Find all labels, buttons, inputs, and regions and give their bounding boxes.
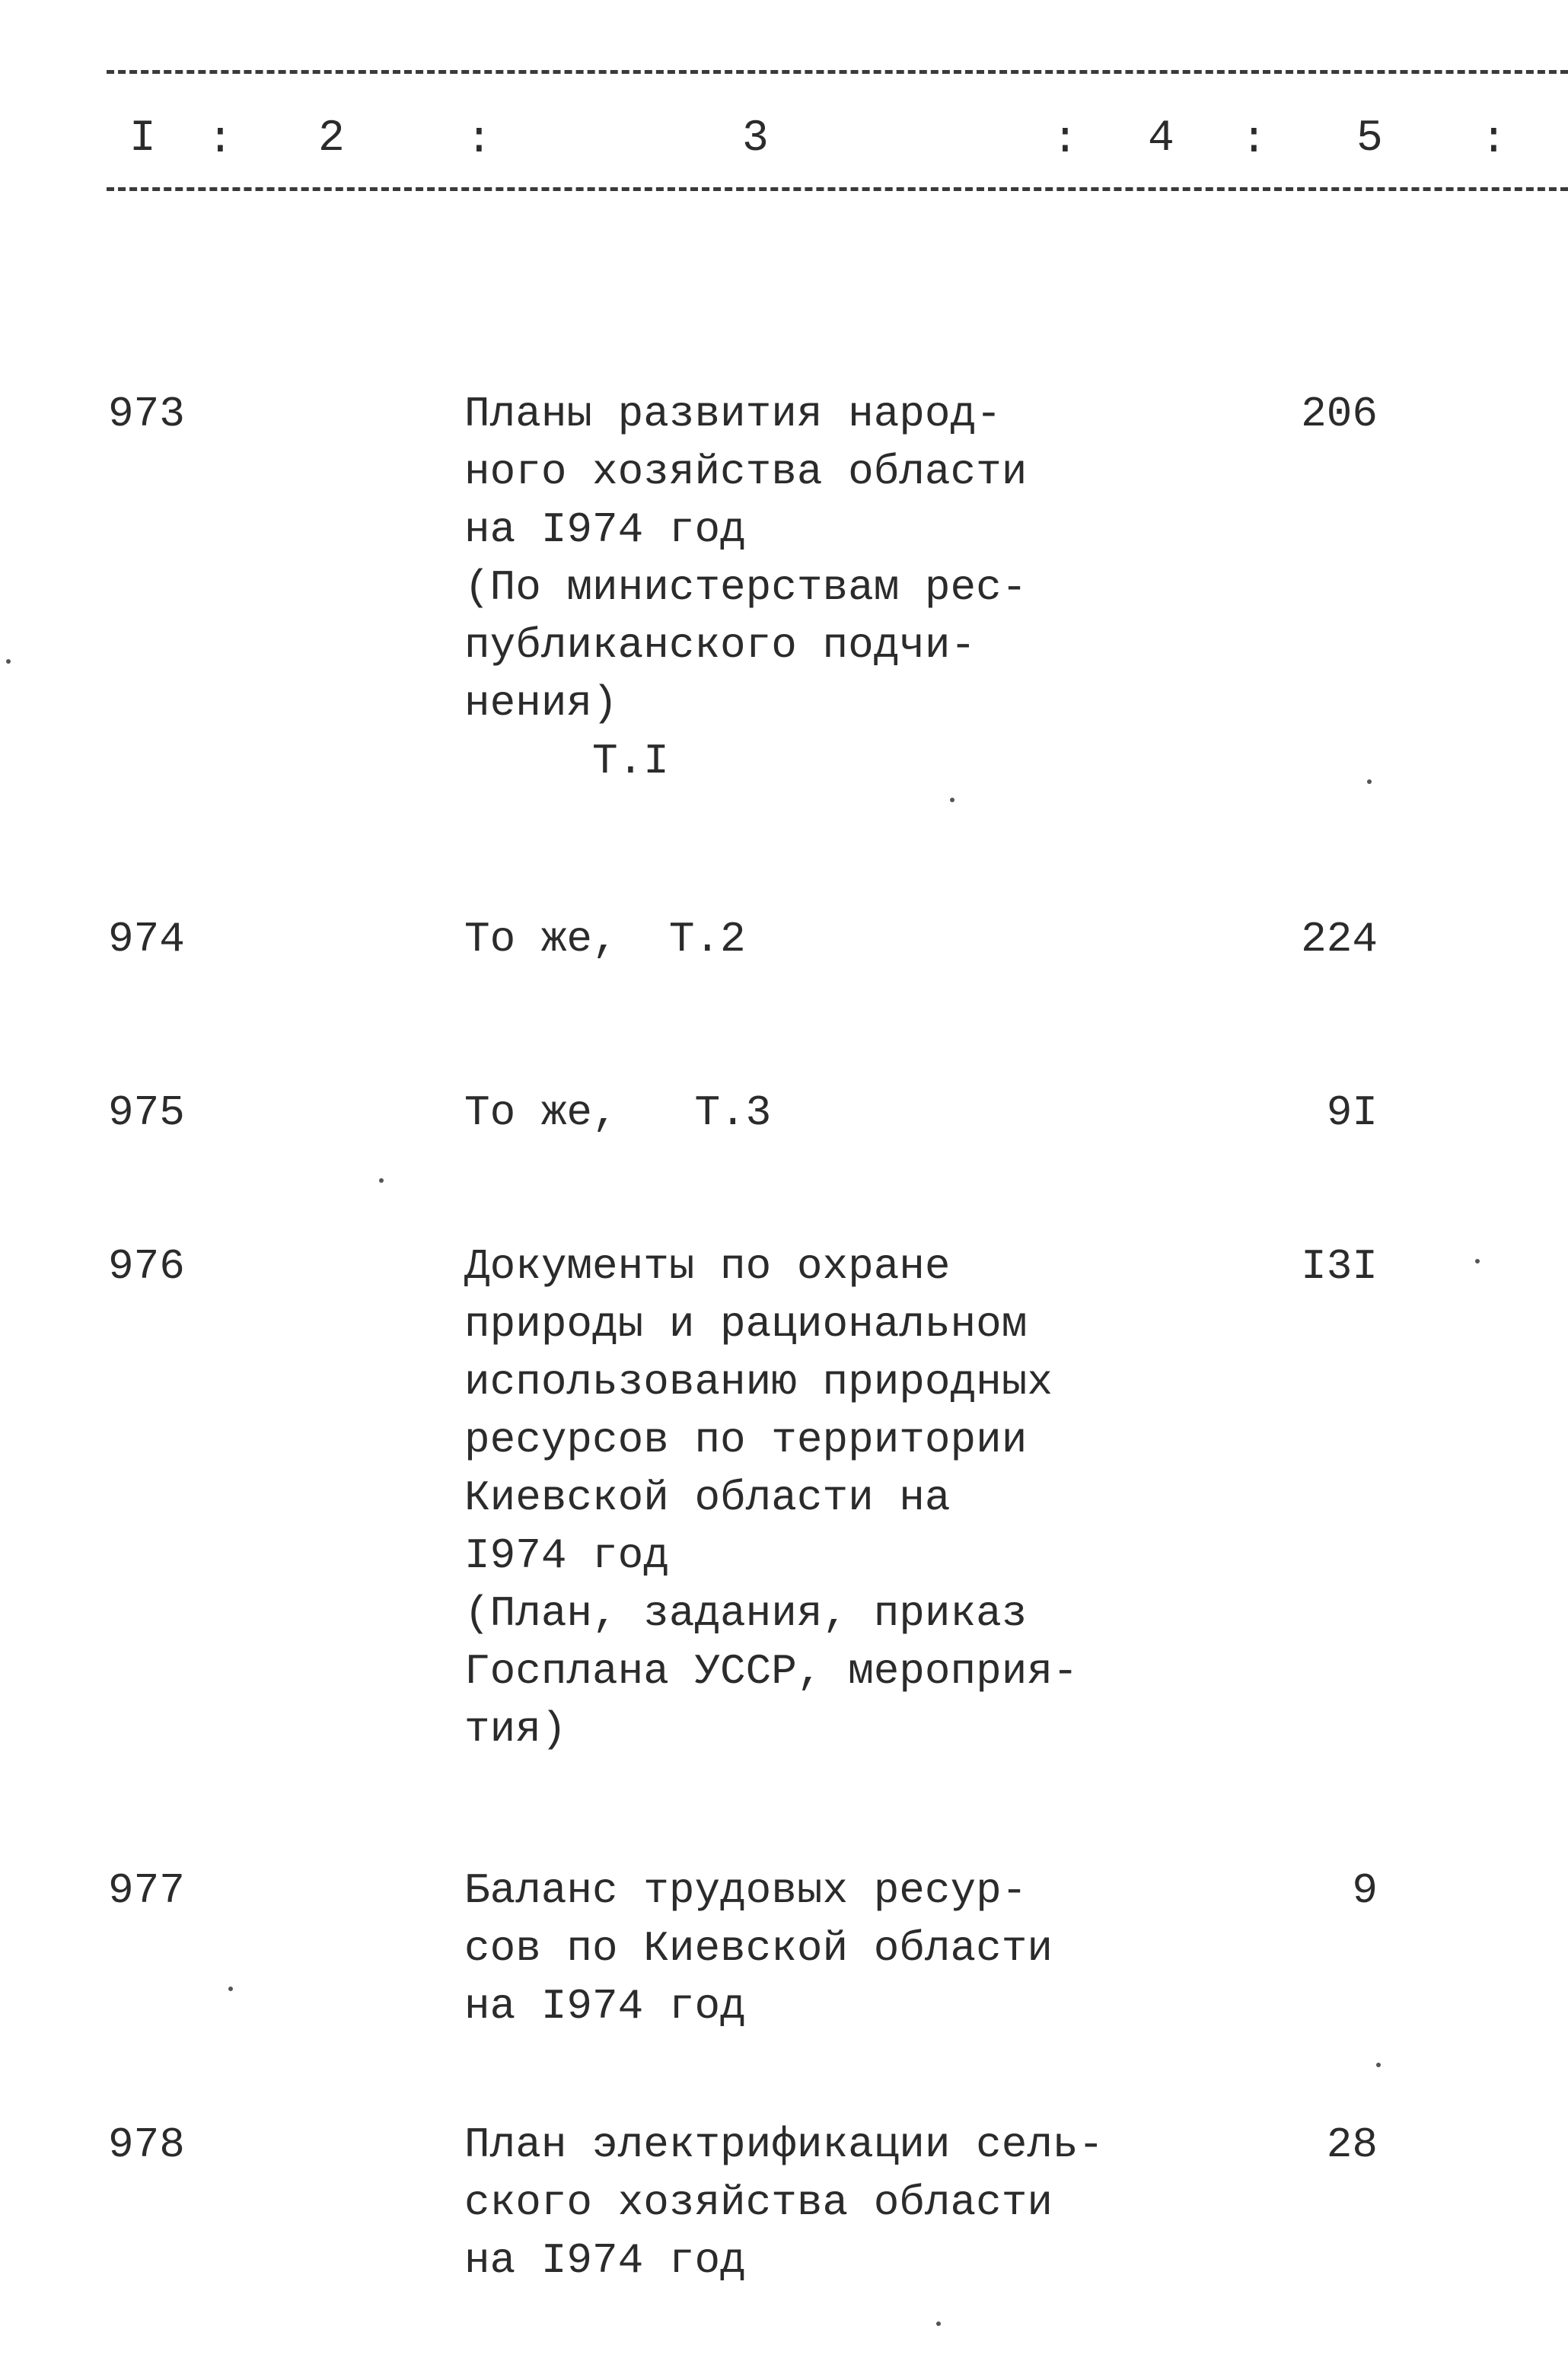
header-separator: : [207,116,234,165]
entry-number: 974 [108,915,185,964]
entry-number: 975 [108,1088,185,1137]
description-line: Госплана УССР, мероприя- [464,1647,1079,1696]
header-bottom-rule [107,187,1568,191]
description-line: ресурсов по территории [464,1416,1028,1464]
scan-speck [1367,779,1372,784]
entry-description [464,910,1149,968]
header-column-1: I [129,114,156,164]
scan-speck [1475,1259,1480,1263]
entry-description [464,1084,1149,1142]
header-separator: : [1241,116,1267,165]
description-line: Баланс трудовых ресур- [464,1866,1028,1915]
entry-description [464,1238,1149,1758]
header-separator: : [1052,116,1079,165]
entry-sheet-count: 28 [1326,2121,1378,2169]
entry-sheet-count: 9 [1352,1866,1378,1915]
description-line: на I974 год [464,2236,746,2285]
description-line: нения) [464,679,618,728]
description-line: Документы по охране [464,1242,951,1291]
description-line: I974 год [464,1531,669,1580]
description-line: (По министерствам рес- [464,563,1028,612]
description-line: То же, Т.3 [464,1088,772,1137]
header-column-5: 5 [1356,114,1383,164]
header-column-4: 4 [1148,114,1174,164]
entry-number: 978 [108,2121,185,2169]
description-line: Киевской области на [464,1474,951,1522]
entry-number: 977 [108,1866,185,1915]
description-line: на I974 год [464,505,746,554]
description-line: природы и рациональном [464,1300,1028,1349]
description-line: использованию природных [464,1358,1053,1407]
entry-description [464,385,1149,790]
header-column-3: 3 [742,114,769,164]
header-column-2: 2 [318,114,345,164]
description-line: Т.I [464,737,669,785]
header-separator: : [466,116,492,165]
description-line: Планы развития народ- [464,390,1002,438]
header-separator: : [1480,116,1507,165]
entry-number: 976 [108,1242,185,1291]
entry-description [464,2116,1149,2289]
scan-speck [936,2321,941,2326]
description-line: То же, Т.2 [464,915,746,964]
header-top-rule [107,70,1568,74]
entry-sheet-count: I3I [1301,1242,1378,1291]
scan-speck [379,1178,384,1183]
description-line: ного хозяйства области [464,448,1028,496]
scan-speck [950,798,955,802]
entry-description [464,1862,1149,2035]
description-line: ского хозяйства области [464,2178,1053,2227]
scan-speck [6,659,11,664]
description-line: на I974 год [464,1982,746,2031]
description-line: (План, задания, приказ [464,1589,1028,1638]
description-line: публиканского подчи- [464,621,977,670]
entry-sheet-count: 206 [1301,390,1378,438]
entry-sheet-count: 224 [1301,915,1378,964]
description-line: тия) [464,1705,567,1754]
description-line: План электрификации сель- [464,2121,1104,2169]
scan-speck [228,1987,233,1991]
scan-speck [1376,2063,1381,2067]
description-line: сов по Киевской области [464,1924,1053,1973]
entry-sheet-count: 9I [1326,1088,1378,1137]
entry-number: 973 [108,390,185,438]
